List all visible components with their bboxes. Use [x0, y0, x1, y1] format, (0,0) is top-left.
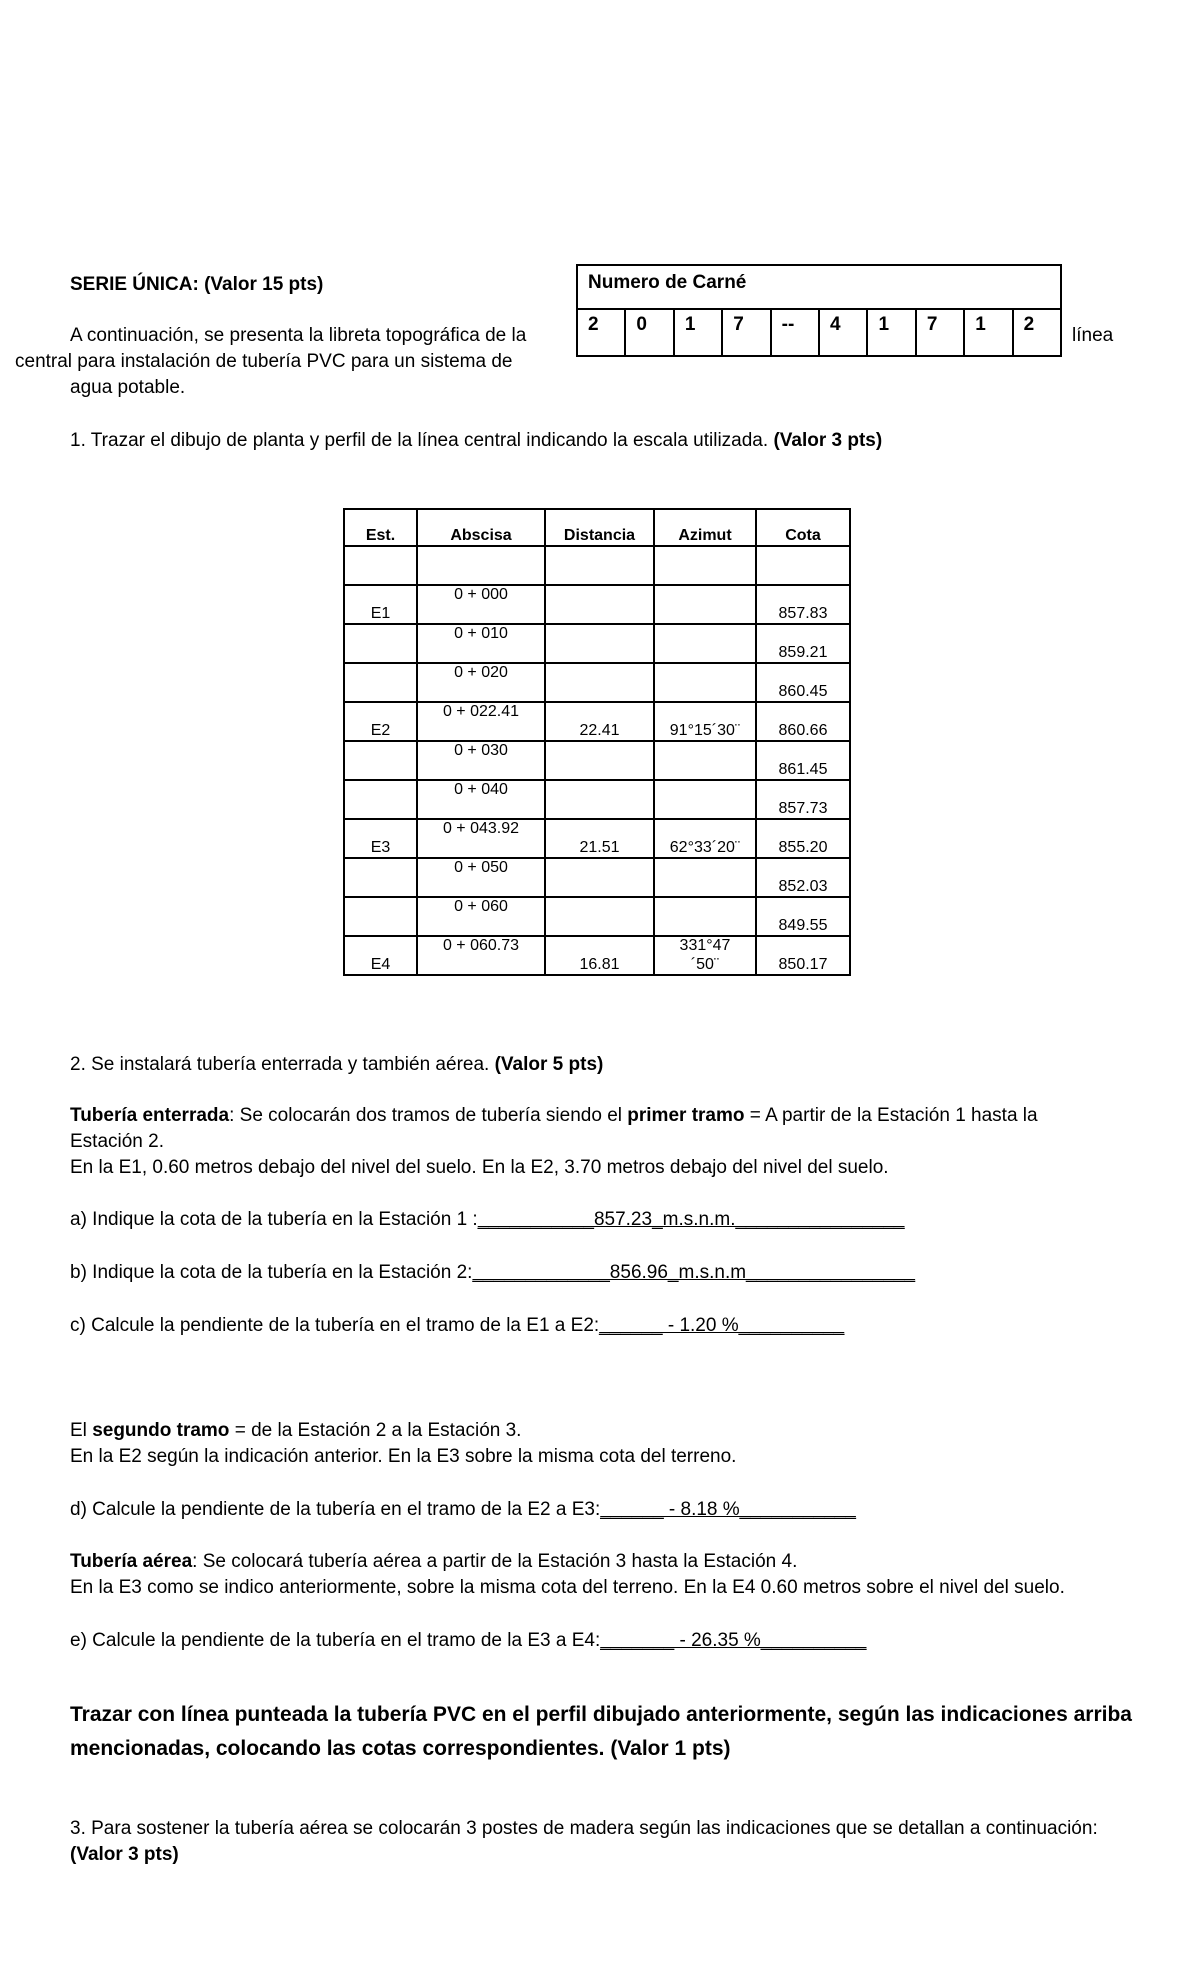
question-2c: c) Calcule la pendiente de la tubería en el tramo de la E1 a E2:______ - 1.20 %__________	[70, 1315, 845, 1336]
carne-box	[576, 264, 1062, 357]
table-cell-distancia	[545, 546, 654, 585]
carne-digit: 4	[820, 310, 868, 355]
table-cell-cota: 860.45	[756, 663, 850, 702]
enterrada-line-1: Tubería enterrada: Se colocarán dos tramos de tubería siendo el primer tramo = A partir de la Estación 1 hasta la	[70, 1105, 1038, 1126]
table-row	[344, 741, 850, 780]
table-cell-abscisa	[417, 546, 545, 585]
header-azimut: Azimut	[654, 509, 756, 546]
table-cell-est	[344, 624, 417, 663]
table-cell-azimut	[654, 663, 756, 702]
carne-digit: 7	[723, 310, 771, 355]
aerea-line-2: En la E3 como se indico anteriormente, sobre la misma cota del terreno. En la E4 0.60 metros sobre el nivel del suelo.	[70, 1577, 1065, 1598]
table-cell-azimut	[654, 780, 756, 819]
libreta-table	[343, 508, 851, 976]
table-cell-est: E3	[344, 819, 417, 858]
carne-digit: 2	[578, 310, 626, 355]
table-cell-azimut	[654, 546, 756, 585]
table-cell-abscisa: 0 + 040	[417, 780, 545, 819]
table-cell-azimut	[654, 585, 756, 624]
intro-line-2: central para instalación de tubería PVC para un sistema de	[15, 351, 513, 372]
table-cell-est	[344, 663, 417, 702]
table-row	[344, 780, 850, 819]
table-cell-est: E4	[344, 936, 417, 975]
table-cell-distancia	[545, 663, 654, 702]
aerea-line-1: Tubería aérea: Se colocará tubería aérea a partir de la Estación 3 hasta la Estación 4.	[70, 1551, 798, 1572]
question-3-value: (Valor 3 pts)	[70, 1844, 179, 1865]
segundo-line-1: El segundo tramo = de la Estación 2 a la Estación 3.	[70, 1420, 522, 1441]
table-cell-est	[344, 858, 417, 897]
table-cell-est	[344, 780, 417, 819]
table-cell-est	[344, 741, 417, 780]
table-cell-cota: 850.17	[756, 936, 850, 975]
table-cell-abscisa: 0 + 060	[417, 897, 545, 936]
carne-label: Numero de Carné	[578, 266, 1060, 310]
table-cell-cota: 857.83	[756, 585, 850, 624]
table-cell-abscisa: 0 + 000	[417, 585, 545, 624]
table-cell-abscisa: 0 + 022.41	[417, 702, 545, 741]
table-cell-distancia	[545, 858, 654, 897]
answer-2c: ______ - 1.20 %__________	[599, 1315, 845, 1336]
table-row	[344, 897, 850, 936]
table-cell-est: E1	[344, 585, 417, 624]
header-est: Est.	[344, 509, 417, 546]
table-cell-azimut	[654, 624, 756, 663]
table-cell-cota: 860.66	[756, 702, 850, 741]
segundo-line-2: En la E2 según la indicación anterior. En la E3 sobre la misma cota del terreno.	[70, 1446, 737, 1467]
answer-2b: _____________856.96_m.s.n.m________________	[472, 1262, 916, 1283]
carne-digit: 7	[917, 310, 965, 355]
table-cell-abscisa: 0 + 010	[417, 624, 545, 663]
table-cell-cota: 861.45	[756, 741, 850, 780]
carne-digit: 2	[1023, 314, 1035, 335]
table-cell-azimut	[654, 741, 756, 780]
table-cell-azimut: 91°15´30¨	[654, 702, 756, 741]
table-cell-abscisa: 0 + 020	[417, 663, 545, 702]
header-distancia: Distancia	[545, 509, 654, 546]
table-cell-azimut: 62°33´20¨	[654, 819, 756, 858]
table-cell-distancia: 16.81	[545, 936, 654, 975]
carne-digit: --	[772, 310, 820, 355]
carne-digit: 1	[965, 310, 1013, 355]
answer-2d: ______ - 8.18 %___________	[600, 1499, 856, 1520]
table-cell-distancia	[545, 624, 654, 663]
table-cell-abscisa: 0 + 043.92	[417, 819, 545, 858]
table-row	[344, 546, 850, 585]
question-3: 3. Para sostener la tubería aérea se colocarán 3 postes de madera según las indicaciones que se detallan a continuación:	[70, 1818, 1098, 1839]
table-cell-azimut	[654, 858, 756, 897]
question-2a: a) Indique la cota de la tubería en la Estación 1 :___________857.23_m.s.n.m.________________	[70, 1209, 905, 1230]
header-cota: Cota	[756, 509, 850, 546]
table-cell-distancia	[545, 897, 654, 936]
table-row	[344, 663, 850, 702]
question-2d: d) Calcule la pendiente de la tubería en el tramo de la E2 a E3:______ - 8.18 %___________	[70, 1499, 856, 1520]
intro-line-3: agua potable.	[70, 377, 186, 398]
question-2b: b) Indique la cota de la tubería en la Estación 2:_____________856.96_m.s.n.m________________	[70, 1262, 916, 1283]
table-row	[344, 858, 850, 897]
table-row	[344, 936, 850, 975]
trazar-line-2: mencionadas, colocando las cotas correspondientes. (Valor 1 pts)	[70, 1737, 731, 1760]
table-cell-abscisa: 0 + 030	[417, 741, 545, 780]
table-cell-cota: 859.21	[756, 624, 850, 663]
table-cell-distancia	[545, 585, 654, 624]
table-cell-cota: 852.03	[756, 858, 850, 897]
question-2: 2. Se instalará tubería enterrada y también aérea. (Valor 5 pts)	[70, 1054, 604, 1075]
carne-digit: 1	[675, 310, 723, 355]
table-cell-est	[344, 546, 417, 585]
enterrada-line-3: En la E1, 0.60 metros debajo del nivel del suelo. En la E2, 3.70 metros debajo del nivel del suelo.	[70, 1157, 889, 1178]
table-row	[344, 819, 850, 858]
table-cell-azimut: 331°47 ´50¨	[654, 936, 756, 975]
table-cell-cota	[756, 546, 850, 585]
table-header-row	[344, 509, 850, 546]
table-cell-cota: 849.55	[756, 897, 850, 936]
serie-heading: SERIE ÚNICA: (Valor 15 pts)	[70, 274, 324, 295]
table-cell-abscisa: 0 + 060.73	[417, 936, 545, 975]
question-1: 1. Trazar el dibujo de planta y perfil de la línea central indicando la escala utilizada. (Valor 3 pts)	[70, 430, 883, 451]
table-cell-est	[344, 897, 417, 936]
table-cell-est: E2	[344, 702, 417, 741]
table-cell-distancia: 21.51	[545, 819, 654, 858]
answer-2a: ___________857.23_m.s.n.m.________________	[477, 1209, 905, 1230]
carne-digit: 1	[868, 310, 916, 355]
table-cell-cota: 857.73	[756, 780, 850, 819]
enterrada-line-2: Estación 2.	[70, 1131, 164, 1152]
table-cell-distancia: 22.41	[545, 702, 654, 741]
table-cell-distancia	[545, 741, 654, 780]
table-cell-cota: 855.20	[756, 819, 850, 858]
intro-line-1: A continuación, se presenta la libreta topográfica de la	[70, 325, 527, 346]
trazar-line-1: Trazar con línea punteada la tubería PVC en el perfil dibujado anteriormente, según las indicaciones arriba	[70, 1703, 1132, 1726]
question-2e: e) Calcule la pendiente de la tubería en el tramo de la E3 a E4:_______ - 26.35 %__________	[70, 1630, 867, 1651]
table-cell-azimut	[654, 897, 756, 936]
table-row	[344, 585, 850, 624]
table-row	[344, 624, 850, 663]
table-cell-abscisa: 0 + 050	[417, 858, 545, 897]
answer-2e: _______ - 26.35 %__________	[600, 1630, 867, 1651]
table-row	[344, 702, 850, 741]
intro-linea: línea	[1072, 325, 1114, 346]
carne-digit: 0	[626, 310, 674, 355]
header-abscisa: Abscisa	[417, 509, 545, 546]
table-cell-distancia	[545, 780, 654, 819]
